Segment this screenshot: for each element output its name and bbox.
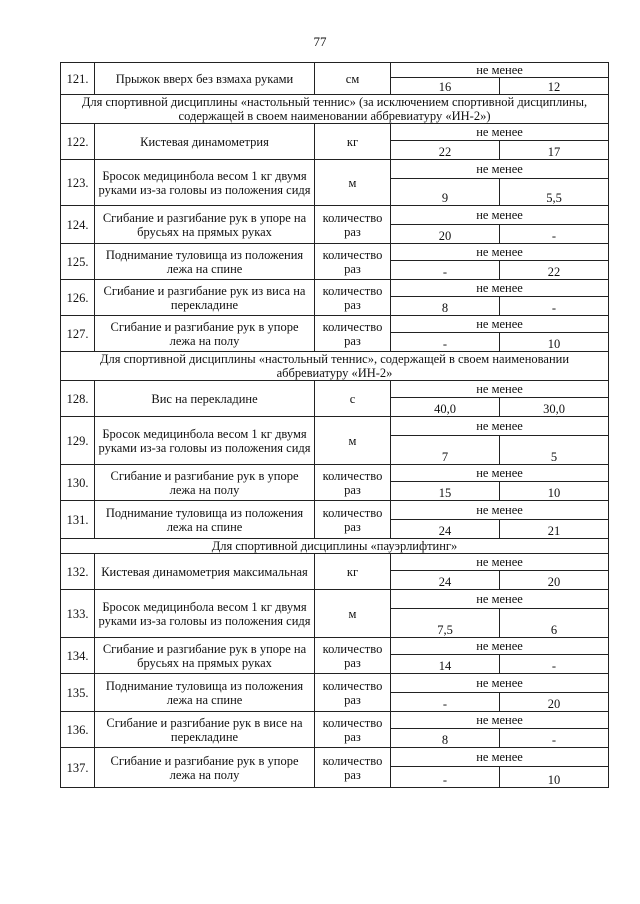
- table-row: [61, 417, 609, 436]
- item-number: 132.: [61, 554, 95, 590]
- exercise-name: Сгибание и разгибание рук в упоре лежа на полу: [95, 748, 315, 788]
- min-header: не менее: [391, 63, 609, 78]
- item-number: 121.: [61, 63, 95, 95]
- exercise-name: Бросок медицинбола весом 1 кг двумя руками из-за головы из положения сидя: [95, 417, 315, 465]
- value-column-1: 22: [391, 141, 500, 160]
- table-row: [61, 206, 609, 225]
- value-column-1: -: [391, 333, 500, 352]
- min-header: не менее: [391, 501, 609, 520]
- section-heading: Для спортивной дисциплины «настольный теннис» (за исключением спортивной дисциплины, содержащей в своем наименовании аббревиатуру «ИН-2»): [61, 95, 609, 124]
- value-column-2: 20: [500, 571, 609, 590]
- table-row: [61, 590, 609, 609]
- unit-of-measure: м: [315, 417, 391, 465]
- min-header: не менее: [391, 590, 609, 609]
- min-header: не менее: [391, 554, 609, 571]
- value-column-1: 15: [391, 482, 500, 501]
- section-row: [61, 352, 609, 381]
- exercise-name: Поднимание туловища из положения лежа на спине: [95, 244, 315, 280]
- min-header: не менее: [391, 124, 609, 141]
- exercise-name: Бросок медицинбола весом 1 кг двумя руками из-за головы из положения сидя: [95, 160, 315, 206]
- table-row: [61, 63, 609, 78]
- unit-of-measure: количество раз: [315, 501, 391, 539]
- value-column-2: 5: [500, 436, 609, 465]
- exercise-name: Бросок медицинбола весом 1 кг двумя руками из-за головы из положения сидя: [95, 590, 315, 638]
- unit-of-measure: м: [315, 160, 391, 206]
- exercise-name: Поднимание туловища из положения лежа на спине: [95, 674, 315, 712]
- unit-of-measure: кг: [315, 124, 391, 160]
- table-row: [61, 501, 609, 520]
- table-row: [61, 465, 609, 482]
- item-number: 126.: [61, 280, 95, 316]
- section-heading: Для спортивной дисциплины «настольный теннис», содержащей в своем наименовании аббревиатуру «ИН-2»: [61, 352, 609, 381]
- exercise-name: Сгибание и разгибание рук в упоре лежа на полу: [95, 465, 315, 501]
- table-row: [61, 554, 609, 571]
- unit-of-measure: м: [315, 590, 391, 638]
- unit-of-measure: количество раз: [315, 674, 391, 712]
- min-header: не менее: [391, 638, 609, 655]
- value-column-1: 8: [391, 297, 500, 316]
- table-row: [61, 280, 609, 297]
- value-column-1: -: [391, 767, 500, 788]
- value-column-2: 10: [500, 482, 609, 501]
- item-number: 136.: [61, 712, 95, 748]
- min-header: не менее: [391, 674, 609, 693]
- min-header: не менее: [391, 206, 609, 225]
- value-column-1: 40,0: [391, 398, 500, 417]
- value-column-2: 21: [500, 520, 609, 539]
- item-number: 130.: [61, 465, 95, 501]
- min-header: не менее: [391, 244, 609, 261]
- exercise-name: Кистевая динамометрия максимальная: [95, 554, 315, 590]
- value-column-1: 7: [391, 436, 500, 465]
- min-header: не менее: [391, 417, 609, 436]
- item-number: 125.: [61, 244, 95, 280]
- table-row: [61, 638, 609, 655]
- table-row: [61, 674, 609, 693]
- value-column-2: -: [500, 729, 609, 748]
- value-column-2: -: [500, 297, 609, 316]
- value-column-1: 20: [391, 225, 500, 244]
- value-column-1: -: [391, 693, 500, 712]
- value-column-2: 12: [500, 78, 609, 95]
- value-column-2: 22: [500, 261, 609, 280]
- item-number: 133.: [61, 590, 95, 638]
- table-row: [61, 244, 609, 261]
- unit-of-measure: см: [315, 63, 391, 95]
- value-column-1: 9: [391, 179, 500, 206]
- min-header: не менее: [391, 712, 609, 729]
- value-column-1: -: [391, 261, 500, 280]
- item-number: 137.: [61, 748, 95, 788]
- unit-of-measure: количество раз: [315, 465, 391, 501]
- value-column-1: 24: [391, 520, 500, 539]
- item-number: 134.: [61, 638, 95, 674]
- unit-of-measure: количество раз: [315, 316, 391, 352]
- table-row: [61, 124, 609, 141]
- section-row: [61, 95, 609, 124]
- table-row: [61, 712, 609, 729]
- unit-of-measure: кг: [315, 554, 391, 590]
- exercise-name: Прыжок вверх без взмаха руками: [95, 63, 315, 95]
- section-row: [61, 539, 609, 554]
- unit-of-measure: количество раз: [315, 638, 391, 674]
- min-header: не менее: [391, 465, 609, 482]
- page-number: 77: [313, 34, 327, 49]
- unit-of-measure: количество раз: [315, 244, 391, 280]
- value-column-2: 6: [500, 609, 609, 638]
- value-column-1: 24: [391, 571, 500, 590]
- exercise-name: Сгибание и разгибание рук в упоре лежа на полу: [95, 316, 315, 352]
- unit-of-measure: количество раз: [315, 280, 391, 316]
- value-column-2: 5,5: [500, 179, 609, 206]
- value-column-2: -: [500, 225, 609, 244]
- min-header: не менее: [391, 280, 609, 297]
- value-column-1: 8: [391, 729, 500, 748]
- value-column-1: 14: [391, 655, 500, 674]
- unit-of-measure: количество раз: [315, 748, 391, 788]
- item-number: 124.: [61, 206, 95, 244]
- value-column-2: 10: [500, 767, 609, 788]
- section-heading: Для спортивной дисциплины «пауэрлифтинг»: [61, 539, 609, 554]
- value-column-2: 30,0: [500, 398, 609, 417]
- item-number: 123.: [61, 160, 95, 206]
- table-row: [61, 316, 609, 333]
- value-column-2: 10: [500, 333, 609, 352]
- item-number: 128.: [61, 381, 95, 417]
- item-number: 129.: [61, 417, 95, 465]
- unit-of-measure: количество раз: [315, 206, 391, 244]
- table-row: [61, 748, 609, 767]
- value-column-1: 7,5: [391, 609, 500, 638]
- min-header: не менее: [391, 316, 609, 333]
- exercise-name: Кистевая динамометрия: [95, 124, 315, 160]
- exercise-name: Вис на перекладине: [95, 381, 315, 417]
- table-row: [61, 381, 609, 398]
- min-header: не менее: [391, 748, 609, 767]
- item-number: 131.: [61, 501, 95, 539]
- value-column-2: 20: [500, 693, 609, 712]
- unit-of-measure: с: [315, 381, 391, 417]
- min-header: не менее: [391, 381, 609, 398]
- exercise-name: Сгибание и разгибание рук из виса на перекладине: [95, 280, 315, 316]
- exercise-name: Сгибание и разгибание рук в упоре на брусьях на прямых руках: [95, 638, 315, 674]
- item-number: 127.: [61, 316, 95, 352]
- norms-table: [60, 62, 609, 788]
- unit-of-measure: количество раз: [315, 712, 391, 748]
- table-row: [61, 160, 609, 179]
- item-number: 122.: [61, 124, 95, 160]
- item-number: 135.: [61, 674, 95, 712]
- exercise-name: Сгибание и разгибание рук в висе на перекладине: [95, 712, 315, 748]
- min-header: не менее: [391, 160, 609, 179]
- value-column-2: -: [500, 655, 609, 674]
- exercise-name: Сгибание и разгибание рук в упоре на брусьях на прямых руках: [95, 206, 315, 244]
- value-column-1: 16: [391, 78, 500, 95]
- exercise-name: Поднимание туловища из положения лежа на спине: [95, 501, 315, 539]
- value-column-2: 17: [500, 141, 609, 160]
